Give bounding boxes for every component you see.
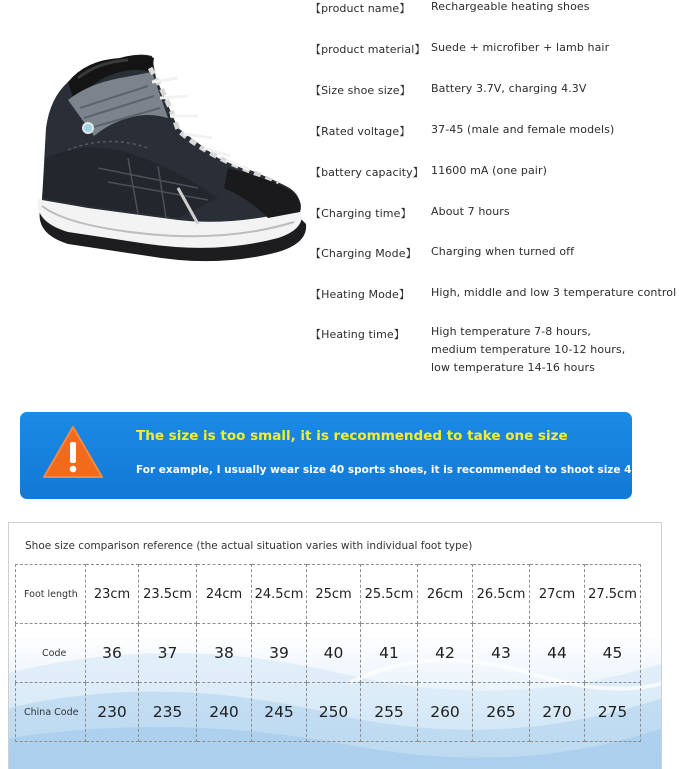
heating-time-line-2: medium temperature 10-12 hours, — [431, 343, 626, 356]
table-cell: 265 — [473, 683, 530, 742]
spec-value-product-material: Suede + microfiber + lamb hair — [431, 41, 610, 54]
table-cell: 23.5cm — [139, 565, 197, 624]
table-cell: 44 — [530, 624, 585, 683]
table-cell: 235 — [139, 683, 197, 742]
row-header-foot-length: Foot length — [16, 565, 86, 624]
spec-label-charging-mode: 【Charging Mode】 — [310, 247, 417, 260]
table-cell: 270 — [530, 683, 585, 742]
spec-label-heating-time: 【Heating time】 — [310, 328, 405, 341]
heating-time-line-1: High temperature 7-8 hours, — [431, 325, 592, 338]
table-cell: 24cm — [197, 565, 252, 624]
table-cell: 245 — [252, 683, 307, 742]
table-cell: 240 — [197, 683, 252, 742]
table-cell: 38 — [197, 624, 252, 683]
table-cell: 40 — [307, 624, 361, 683]
heating-time-line-3: low temperature 14-16 hours — [431, 361, 596, 374]
table-cell: 37 — [139, 624, 197, 683]
size-table-caption: Shoe size comparison reference (the actual situation varies with individual foot type) — [25, 540, 473, 552]
spec-value-size: Battery 3.7V, charging 4.3V — [431, 82, 587, 95]
banner-title: The size is too small, it is recommended to take one size — [136, 428, 568, 444]
row-header-china-code: China Code — [16, 683, 86, 742]
table-cell: 42 — [418, 624, 473, 683]
table-cell: 260 — [418, 683, 473, 742]
row-header-code: Code — [16, 624, 86, 683]
spec-value-battery-capacity: 11600 mA (one pair) — [431, 164, 547, 177]
table-cell: 275 — [585, 683, 641, 742]
table-cell: 41 — [361, 624, 418, 683]
table-row — [16, 565, 641, 624]
warning-triangle-icon — [42, 424, 104, 480]
table-cell: 26cm — [418, 565, 473, 624]
table-cell: 27.5cm — [585, 565, 641, 624]
size-warning-banner — [20, 412, 639, 499]
table-row — [16, 683, 641, 742]
spec-label-battery-capacity: 【battery capacity】 — [310, 166, 424, 179]
table-cell: 23cm — [86, 565, 139, 624]
banner-subtitle: For example, I usually wear size 40 sports shoes, it is recommended to shoot size 41 — [136, 464, 639, 476]
spec-label-heating-mode: 【Heating Mode】 — [310, 288, 410, 301]
spec-label-size: 【Size shoe size】 — [310, 84, 411, 97]
table-cell: 25cm — [307, 565, 361, 624]
size-comparison-panel — [8, 522, 662, 769]
table-cell: 43 — [473, 624, 530, 683]
table-cell: 26.5cm — [473, 565, 530, 624]
spec-label-product-name: 【product name】 — [310, 2, 411, 15]
spec-value-rated-voltage: 37-45 (male and female models) — [431, 123, 615, 136]
table-cell: 24.5cm — [252, 565, 307, 624]
table-cell: 45 — [585, 624, 641, 683]
spec-label-charging-time: 【Charging time】 — [310, 207, 412, 220]
table-cell: 36 — [86, 624, 139, 683]
table-cell: 255 — [361, 683, 418, 742]
spec-value-product-name: Rechargeable heating shoes — [431, 0, 590, 13]
table-cell: 39 — [252, 624, 307, 683]
spec-value-heating-time — [431, 323, 671, 377]
spec-value-heating-mode: High, middle and low 3 temperature control — [431, 286, 677, 299]
table-cell: 250 — [307, 683, 361, 742]
spec-value-charging-mode: Charging when turned off — [431, 245, 575, 258]
spec-label-product-material: 【product material】 — [310, 43, 426, 56]
spec-label-rated-voltage: 【Rated voltage】 — [310, 125, 411, 138]
spec-value-charging-time: About 7 hours — [431, 205, 510, 218]
table-cell: 230 — [86, 683, 139, 742]
size-table — [15, 564, 641, 742]
table-cell: 25.5cm — [361, 565, 418, 624]
table-cell: 27cm — [530, 565, 585, 624]
table-row — [16, 624, 641, 683]
